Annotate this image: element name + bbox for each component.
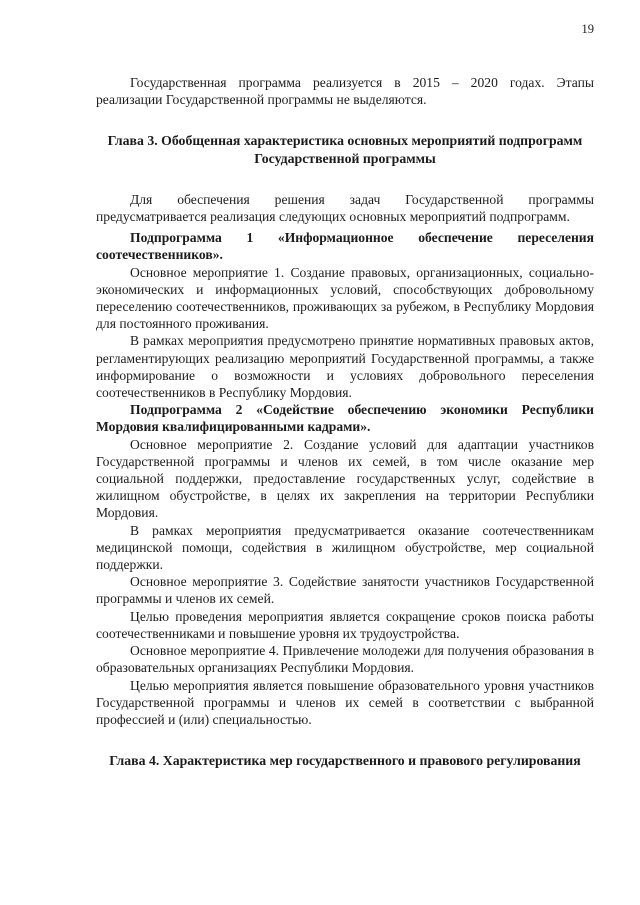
chapter-3-intro: Для обеспечения решения задач Государственной программы предусматривается реализация следующих основных мероприятий подпрограмм. xyxy=(96,191,594,225)
page-body xyxy=(96,74,594,769)
chapter-4-heading: Глава 4. Характеристика мер государственного и правового регулирования xyxy=(109,753,581,769)
intro-paragraph: Государственная программа реализуется в 2015 – 2020 годах. Этапы реализации Государственной программы не выделяются. xyxy=(96,75,594,108)
subprogram-1-title: Подпрограмма 1 «Информационное обеспечение переселения соотечественников». xyxy=(96,230,594,263)
subprogram-1-measure-1-desc: В рамках мероприятия предусмотрено принятие нормативных правовых актов, регламентирующих реализацию мероприятий Государственной программы, а также информирование о возможности и условиях добровольного переселения соотечественников в Республику Мордовия. xyxy=(96,333,594,401)
subprogram-2-measure-3: Основное мероприятие 3. Содействие занятости участников Государственной программы и членов их семей. xyxy=(96,574,594,607)
subprogram-2-measure-4-desc: Целью мероприятия является повышение образовательного уровня участников Государственной программы и членов их семей в соответствии с выбранной профессией и (или) специальностью. xyxy=(96,677,594,727)
subprogram-2-measure-2: Основное мероприятие 2. Создание условий для адаптации участников Государственной программы и членов их семей, в том числе оказание мер социальной поддержки, предоставление государственных услуг, содействие в жилищном обустройстве, в целях их закрепления на территории Республики Мордовия. xyxy=(96,436,594,521)
subprogram-2-measure-3-desc: Целью проведения мероприятия является сокращение сроков поиска работы соотечественниками и повышение уровня их трудоустройства. xyxy=(96,608,594,641)
subprogram-2-measure-2-desc: В рамках мероприятия предусматривается оказание соотечественникам медицинской помощи, содействия в жилищном обустройстве, мер социальной поддержки. xyxy=(96,522,594,573)
page-number: 19 xyxy=(581,22,594,36)
subprogram-2-title: Подпрограмма 2 «Содействие обеспечению экономики Республики Мордовия квалифицированными кадрами». xyxy=(96,402,594,435)
chapter-3-heading: Глава 3. Обобщенная характеристика основных мероприятий подпрограмм Государственной программы xyxy=(107,133,583,166)
subprogram-2-measure-4: Основное мероприятие 4. Привлечение молодежи для получения образования в образовательных организациях Республики Мордовия. xyxy=(96,643,594,676)
subprogram-1-measure-1: Основное мероприятие 1. Создание правовых, организационных, социально-экономических и информационных условий, способствующих добровольному переселению соотечественников, проживающих за рубежом, в Республику Мордовия для постоянного проживания. xyxy=(96,264,594,332)
